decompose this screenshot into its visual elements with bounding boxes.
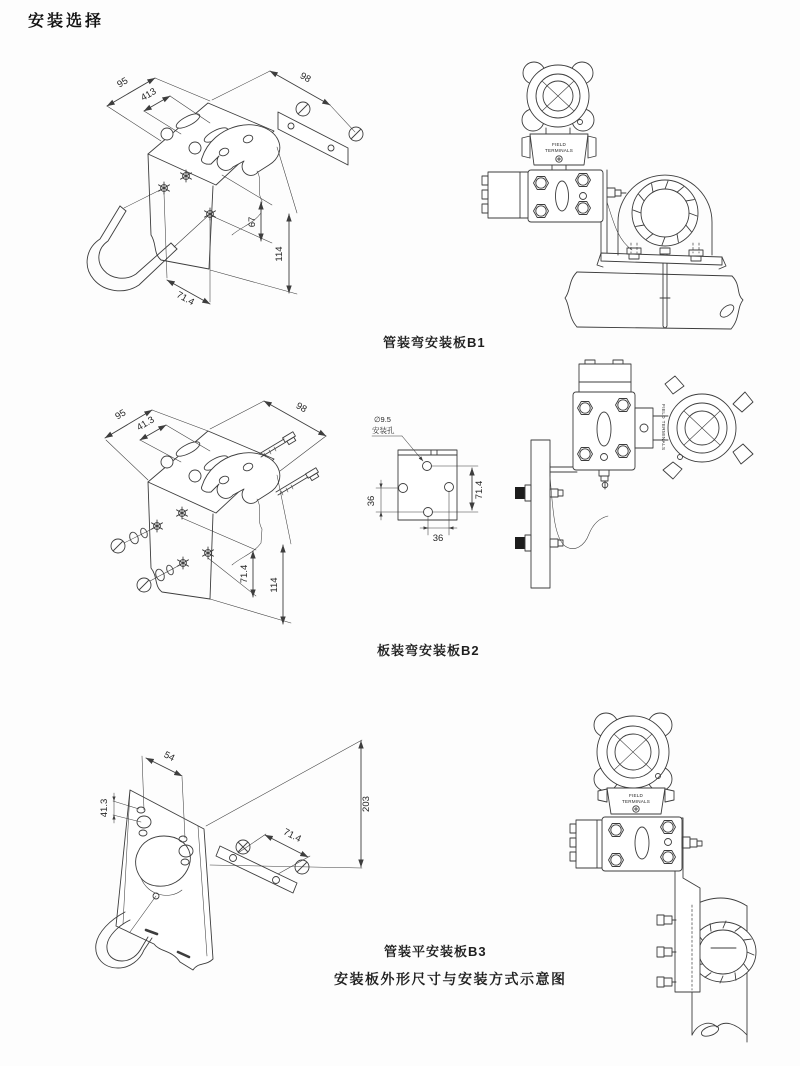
bracket-bar — [597, 248, 726, 269]
transmitter-body — [598, 788, 674, 814]
hole-plate — [398, 450, 457, 520]
b3-pipe-mount-drawing — [540, 690, 800, 1066]
clamp-nut — [657, 977, 676, 987]
b2-panel-mount-drawing — [505, 360, 790, 620]
b1-pipe-mount-drawing — [470, 50, 800, 350]
process-flange — [573, 392, 635, 489]
transmitter-top-cap — [579, 360, 631, 392]
mounting-bar-b1 — [278, 102, 363, 165]
hole-name-label: 安装孔 — [372, 426, 395, 435]
dimension-label: 71.4 — [174, 289, 196, 309]
b2-hole-pattern-drawing — [360, 405, 510, 550]
transmitter-body — [522, 128, 596, 165]
caption-b1: 管装弯安装板B1 — [383, 335, 486, 350]
u-bolt-clamp — [618, 175, 712, 255]
b1-bracket-dimension-drawing — [60, 55, 390, 355]
process-flange — [570, 817, 702, 871]
b3-bracket-dimension-drawing — [30, 700, 380, 992]
dimension-label: 36 — [432, 533, 444, 544]
caption-b2: 板装弯安装板B2 — [377, 643, 480, 658]
drain-fitting — [599, 470, 609, 489]
clamp-nut — [657, 915, 676, 925]
panel-bolt — [515, 535, 563, 551]
stud-marker — [205, 208, 216, 220]
dimension-label: 54 — [161, 749, 177, 765]
dimension-label: 71.4 — [281, 826, 303, 845]
clamp-nut — [657, 947, 676, 957]
dimension-label: 98 — [293, 400, 309, 416]
b2-bracket-dimension-drawing — [60, 383, 360, 663]
dimension-label: 413 — [139, 86, 159, 104]
flat-mounting-plate — [116, 790, 213, 970]
hole-diameter-label: ∅9.5 — [374, 415, 391, 424]
dimension-label: 36 — [366, 495, 377, 507]
dimension-label: 203 — [361, 796, 372, 812]
transmitter-housing — [522, 62, 594, 131]
page-title: 安装选择 — [28, 13, 105, 30]
dimension-label: 71.4 — [239, 564, 250, 584]
dimension-label: 95 — [113, 407, 129, 423]
mounting-panel — [515, 440, 563, 588]
field-terminals-label: FIELD TERMINALS — [661, 404, 666, 451]
transmitter-housing — [663, 376, 753, 479]
field-terminals-label: TERMINALS — [544, 148, 574, 153]
footer-caption: 安装板外形尺寸与安装方式示意图 — [334, 971, 567, 987]
caption-b3: 管装平安装板B3 — [384, 944, 487, 959]
dimension-label: 41.3 — [134, 414, 157, 434]
dimension-label: 41.3 — [99, 798, 110, 818]
side-bolt — [682, 837, 702, 848]
field-terminals-label: FIELD — [551, 142, 567, 147]
field-terminals-label: FIELD — [628, 793, 644, 798]
stud-marker — [159, 182, 170, 194]
dimension-label: 95 — [115, 75, 131, 91]
process-pipe — [565, 272, 743, 329]
dimension-lines-b1 — [107, 70, 355, 308]
stud-marker — [178, 557, 189, 569]
dimension-label: 71.4 — [474, 480, 485, 500]
panel-bolt — [515, 485, 563, 501]
dimension-label: 114 — [269, 577, 280, 593]
mounting-bracket-plate — [601, 170, 632, 253]
dimension-label: 98 — [297, 70, 313, 86]
stud-marker — [152, 520, 163, 532]
mounting-plate-b2 — [148, 431, 280, 599]
process-flange — [482, 165, 603, 222]
u-bolt-b1 — [87, 188, 210, 291]
transmitter-housing — [594, 713, 672, 791]
dimension-label: 67 — [247, 216, 258, 228]
stud-marker — [177, 507, 188, 519]
field-terminals-label: TERMINALS — [621, 799, 651, 804]
exploded-bolts — [111, 527, 178, 592]
dimension-label: 114 — [274, 246, 285, 262]
